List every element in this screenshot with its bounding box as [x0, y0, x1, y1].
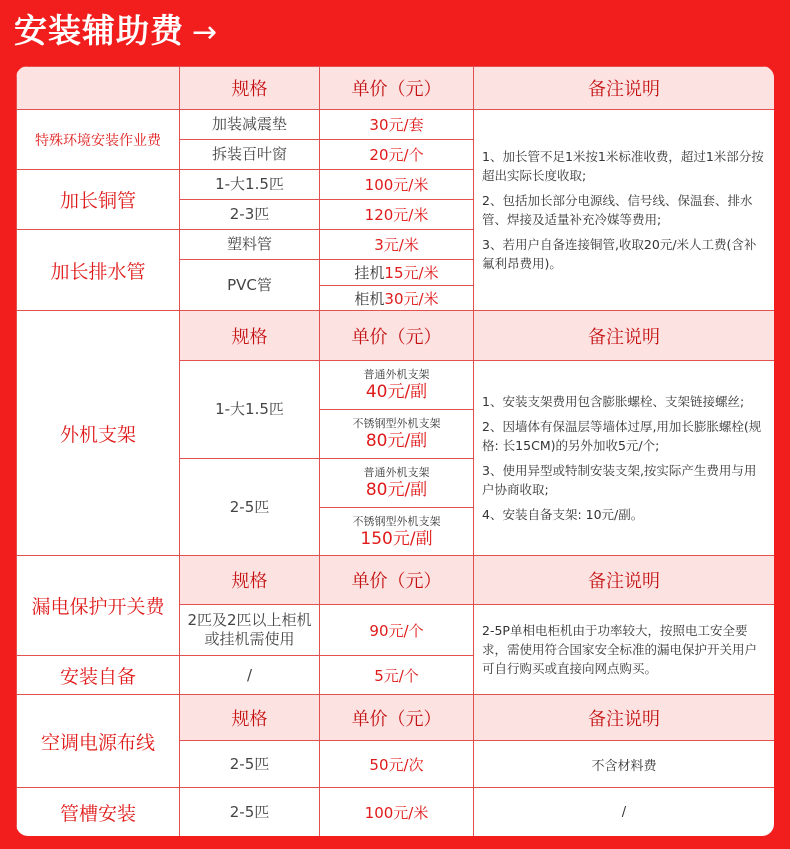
header-note: 备注说明 — [473, 310, 774, 361]
price-cell: 100元/米 — [319, 787, 474, 836]
price-cell: 120元/米 — [319, 199, 474, 230]
category-outdoor-bracket: 外机支架 — [16, 310, 180, 556]
fee-table-card — [16, 66, 774, 836]
category-drain-pipe: 加长排水管 — [16, 229, 180, 311]
header-note: 备注说明 — [473, 555, 774, 605]
note-line: 2、包括加长部分电源线、信号线、保温套、排水管、焊接及适量补充冷媒等费用; — [482, 193, 753, 227]
note-line: 1、安装支架费用包含膨胀螺栓、支架链接螺丝; — [482, 394, 745, 409]
header-price: 单价（元） — [319, 694, 474, 741]
note-line: 2-5P单相电柜机由于功率较大，按照电工安全要求，需使用符合国家安全标准的漏电保护开关用户可自行购买或直接向网点购买。 — [482, 623, 758, 676]
price-cell: 20元/个 — [319, 139, 474, 170]
page-title-text: 安装辅助费 — [14, 11, 184, 50]
spec-cell: 2-3匹 — [179, 199, 320, 230]
spec-cell: 加装减震垫 — [179, 109, 320, 140]
header-blank-cell — [16, 66, 180, 110]
price-value: 80元/副 — [365, 431, 428, 451]
price-cell: 50元/次 — [319, 740, 474, 788]
header-price: 单价（元） — [319, 310, 474, 361]
header-price: 单价（元） — [319, 555, 474, 605]
spec-cell: 1-大1.5匹 — [179, 169, 320, 200]
note-line: 1、加长管不足1米按1米标准收费，超过1米部分按超出实际长度收取; — [482, 149, 764, 183]
price-label: 不锈钢型外机支架 — [352, 514, 441, 528]
price-cell — [319, 285, 474, 311]
price-value: 15元/米 — [384, 264, 439, 282]
price-cell — [319, 409, 474, 459]
price-cell: 5元/个 — [319, 655, 474, 695]
price-cell: 100元/米 — [319, 169, 474, 200]
spec-cell: 拆装百叶窗 — [179, 139, 320, 170]
header-spec: 规格 — [179, 310, 320, 361]
category-special-env: 特殊环境安装作业费 — [16, 109, 180, 170]
notes-cell: / — [473, 787, 774, 836]
price-cell — [319, 458, 474, 508]
category-power-wiring: 空调电源布线 — [16, 694, 180, 788]
category-self-provided: 安装自备 — [16, 655, 180, 695]
header-spec: 规格 — [179, 694, 320, 741]
spec-cell: 1-大1.5匹 — [179, 360, 320, 459]
category-copper-pipe: 加长铜管 — [16, 169, 180, 230]
price-cell: 3元/米 — [319, 229, 474, 260]
spec-cell: 2-5匹 — [179, 740, 320, 788]
price-label: 柜机 — [354, 289, 385, 308]
notes-cell — [473, 360, 774, 556]
price-cell: 90元/个 — [319, 604, 474, 656]
spec-cell: PVC管 — [179, 259, 320, 311]
spec-cell: / — [179, 655, 320, 695]
price-cell — [319, 259, 474, 286]
price-label: 挂机 — [354, 264, 385, 282]
header-spec: 规格 — [179, 555, 320, 605]
price-value: 150元/副 — [360, 528, 433, 549]
spec-cell: 塑料管 — [179, 229, 320, 260]
note-line: 3、若用户自备连接铜管,收取20元/米人工费(含补氟利昂费用)。 — [482, 237, 757, 271]
header-note: 备注说明 — [473, 66, 774, 110]
spec-cell: 2-5匹 — [179, 787, 320, 836]
price-cell — [319, 360, 474, 410]
notes-cell: 不含材料费 — [473, 740, 774, 788]
price-cell: 30元/套 — [319, 109, 474, 140]
spec-cell: 2-5匹 — [179, 458, 320, 556]
price-label: 普通外机支架 — [363, 368, 430, 381]
header-spec: 规格 — [179, 66, 320, 110]
note-line: 3、使用异型或特制安装支架,按实际产生费用与用户协商收取; — [482, 463, 757, 497]
header-price: 单价（元） — [319, 66, 474, 110]
price-cell — [319, 507, 474, 556]
note-line: 2、因墙体有保温层等墙体过厚,用加长膨胀螺栓(规格: 长15CM)的另外加收5元/个; — [482, 419, 762, 453]
arrow-right-icon[interactable]: → — [192, 15, 219, 50]
page-title — [14, 6, 218, 56]
price-value: 30元/米 — [384, 289, 439, 308]
note-line: 4、安装自备支架: 10元/副。 — [482, 507, 644, 522]
notes-cell — [473, 604, 774, 695]
price-value: 40元/副 — [365, 382, 428, 402]
price-label: 不锈钢型外机支架 — [352, 417, 441, 430]
category-leakage-protection: 漏电保护开关费 — [16, 555, 180, 656]
price-value: 80元/副 — [365, 480, 428, 500]
category-trunking: 管槽安装 — [16, 787, 180, 836]
price-label: 普通外机支架 — [363, 466, 430, 479]
spec-cell: 2匹及2匹以上柜机或挂机需使用 — [179, 604, 320, 656]
notes-cell — [473, 109, 774, 311]
header-note: 备注说明 — [473, 694, 774, 741]
